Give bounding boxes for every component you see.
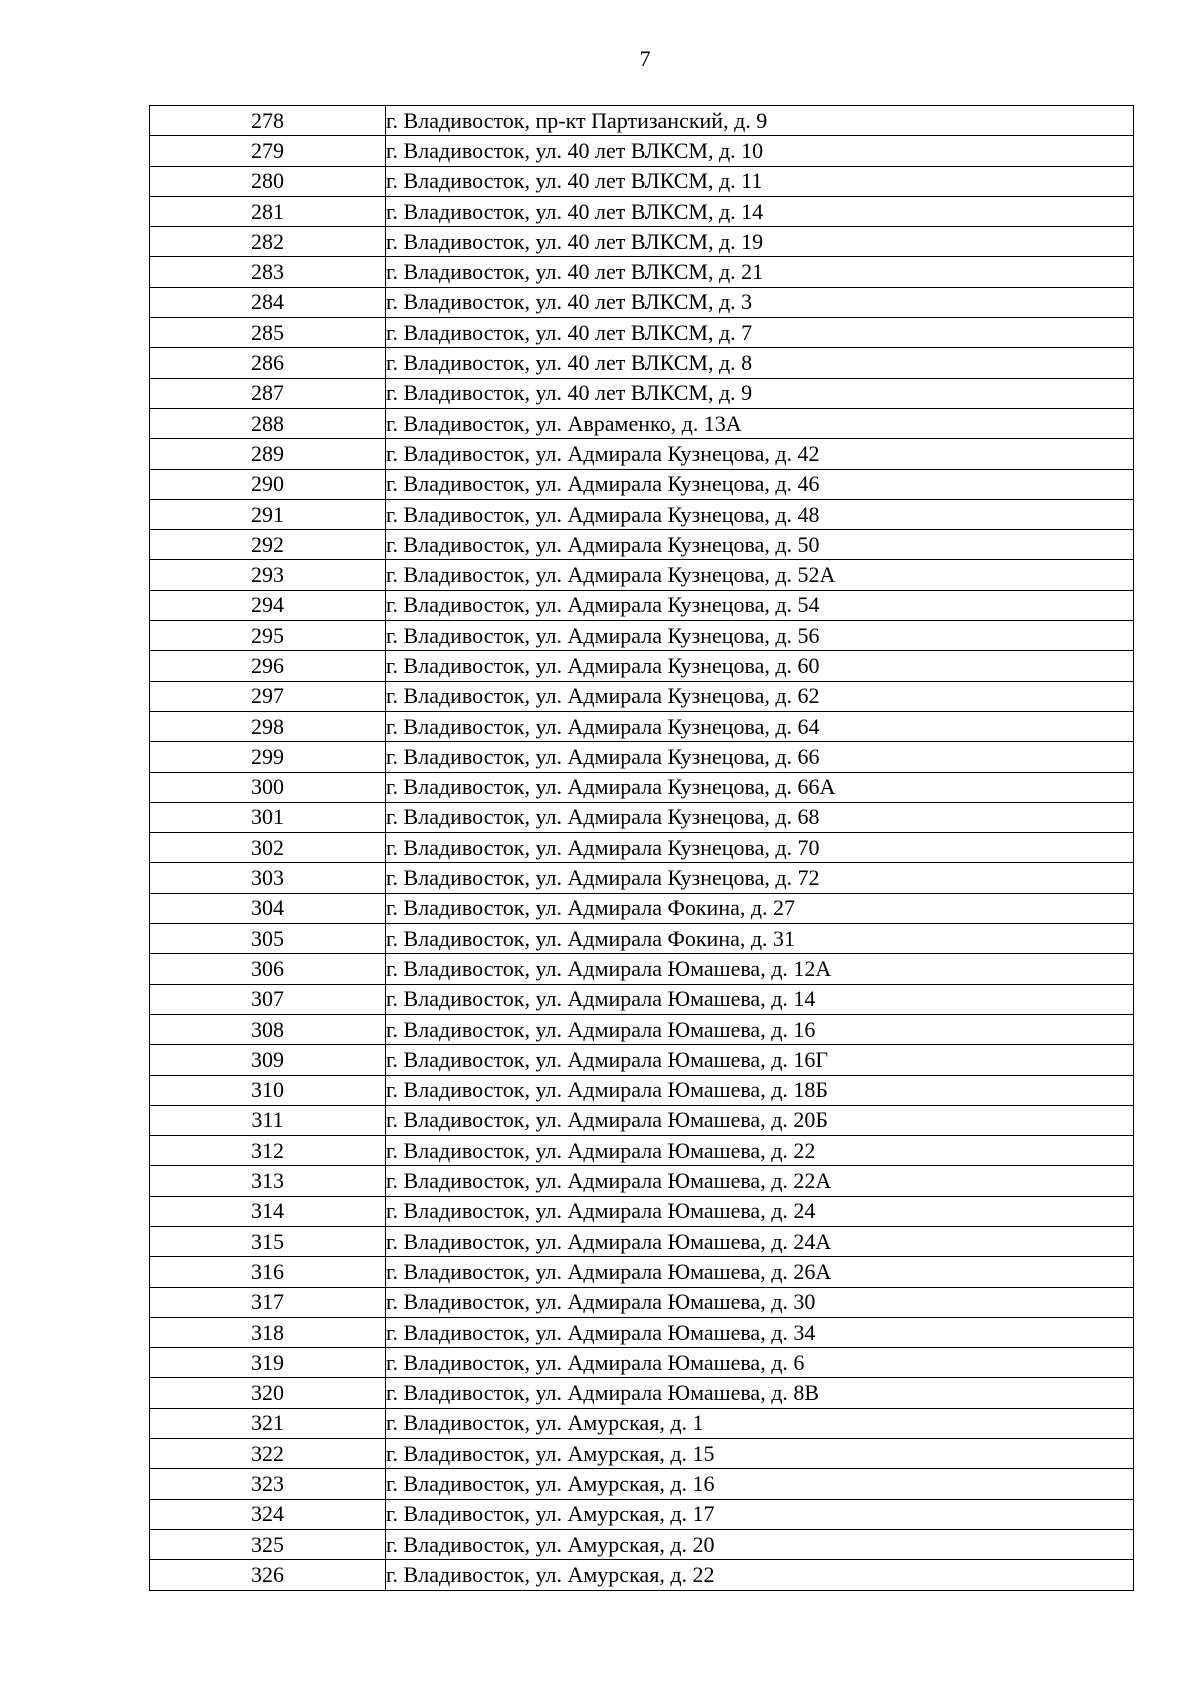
table-row [150,1136,1134,1166]
row-number-cell: 287 [150,378,386,408]
address-cell: г. Владивосток, ул. Амурская, д. 20 [386,1529,1134,1559]
address-cell: г. Владивосток, ул. 40 лет ВЛКСМ, д. 8 [386,348,1134,378]
table-row [150,196,1134,226]
address-cell: г. Владивосток, ул. Адмирала Кузнецова, д. 56 [386,621,1134,651]
table-row [150,1226,1134,1256]
table-row [150,378,1134,408]
table-row [150,1378,1134,1408]
row-number-cell: 300 [150,772,386,802]
row-number-cell: 282 [150,227,386,257]
table-body [150,106,1134,1591]
table-row [150,106,1134,136]
row-number-cell: 312 [150,1136,386,1166]
address-cell: г. Владивосток, ул. Адмирала Кузнецова, д. 64 [386,711,1134,741]
address-cell: г. Владивосток, ул. Авраменко, д. 13А [386,408,1134,438]
row-number-cell: 284 [150,287,386,317]
table-row [150,348,1134,378]
address-cell: г. Владивосток, ул. 40 лет ВЛКСМ, д. 10 [386,136,1134,166]
table-row [150,1469,1134,1499]
row-number-cell: 302 [150,833,386,863]
row-number-cell: 292 [150,530,386,560]
table-row [150,499,1134,529]
row-number-cell: 316 [150,1257,386,1287]
page-number: 7 [639,46,651,71]
table-row [150,318,1134,348]
row-number-cell: 294 [150,590,386,620]
row-number-cell: 315 [150,1226,386,1256]
row-number-cell: 326 [150,1560,386,1590]
row-number-cell: 304 [150,893,386,923]
row-number-cell: 289 [150,439,386,469]
address-cell: г. Владивосток, ул. Адмирала Кузнецова, д. 62 [386,681,1134,711]
row-number-cell: 325 [150,1529,386,1559]
address-cell: г. Владивосток, ул. Адмирала Юмашева, д. 22А [386,1166,1134,1196]
row-number-cell: 313 [150,1166,386,1196]
address-cell: г. Владивосток, ул. Адмирала Юмашева, д. 12А [386,954,1134,984]
table-row [150,439,1134,469]
table-row [150,1348,1134,1378]
table-row [150,1166,1134,1196]
address-cell: г. Владивосток, ул. Адмирала Кузнецова, д. 52А [386,560,1134,590]
row-number-cell: 293 [150,560,386,590]
row-number-cell: 307 [150,984,386,1014]
address-cell: г. Владивосток, ул. Адмирала Кузнецова, д. 66А [386,772,1134,802]
address-cell: г. Владивосток, ул. 40 лет ВЛКСМ, д. 11 [386,166,1134,196]
table-row [150,1499,1134,1529]
table-row [150,1045,1134,1075]
table-row [150,530,1134,560]
address-cell: г. Владивосток, ул. Адмирала Юмашева, д. 22 [386,1136,1134,1166]
address-cell: г. Владивосток, ул. Адмирала Кузнецова, д. 42 [386,439,1134,469]
address-cell: г. Владивосток, ул. 40 лет ВЛКСМ, д. 9 [386,378,1134,408]
table-row [150,802,1134,832]
table-row [150,1257,1134,1287]
table-row [150,833,1134,863]
row-number-cell: 306 [150,954,386,984]
row-number-cell: 298 [150,711,386,741]
address-cell: г. Владивосток, ул. Адмирала Кузнецова, д. 72 [386,863,1134,893]
address-cell: г. Владивосток, ул. Адмирала Юмашева, д. 30 [386,1287,1134,1317]
address-cell: г. Владивосток, ул. Адмирала Фокина, д. 31 [386,924,1134,954]
row-number-cell: 278 [150,106,386,136]
table-row [150,1014,1134,1044]
row-number-cell: 288 [150,408,386,438]
row-number-cell: 296 [150,651,386,681]
address-cell: г. Владивосток, ул. Амурская, д. 16 [386,1469,1134,1499]
address-cell: г. Владивосток, ул. Адмирала Юмашева, д. 16 [386,1014,1134,1044]
table-row [150,863,1134,893]
address-cell: г. Владивосток, ул. Адмирала Юмашева, д. 20Б [386,1105,1134,1135]
address-cell: г. Владивосток, пр-кт Партизанский, д. 9 [386,106,1134,136]
table-row [150,711,1134,741]
row-number-cell: 291 [150,499,386,529]
address-cell: г. Владивосток, ул. Адмирала Юмашева, д. 24А [386,1226,1134,1256]
table-row [150,893,1134,923]
row-number-cell: 319 [150,1348,386,1378]
address-cell: г. Владивосток, ул. 40 лет ВЛКСМ, д. 14 [386,196,1134,226]
address-cell: г. Владивосток, ул. Амурская, д. 15 [386,1439,1134,1469]
table-row [150,560,1134,590]
table-row [150,1105,1134,1135]
row-number-cell: 281 [150,196,386,226]
table-row [150,1439,1134,1469]
row-number-cell: 317 [150,1287,386,1317]
row-number-cell: 305 [150,924,386,954]
address-cell: г. Владивосток, ул. Адмирала Юмашева, д. 16Г [386,1045,1134,1075]
address-cell: г. Владивосток, ул. Амурская, д. 1 [386,1408,1134,1438]
row-number-cell: 279 [150,136,386,166]
table-row [150,621,1134,651]
row-number-cell: 290 [150,469,386,499]
table-row [150,772,1134,802]
address-cell: г. Владивосток, ул. Адмирала Юмашева, д. 18Б [386,1075,1134,1105]
row-number-cell: 303 [150,863,386,893]
address-cell: г. Владивосток, ул. 40 лет ВЛКСМ, д. 3 [386,287,1134,317]
address-cell: г. Владивосток, ул. Адмирала Юмашева, д. 26А [386,1257,1134,1287]
table-row [150,924,1134,954]
table-row [150,681,1134,711]
row-number-cell: 322 [150,1439,386,1469]
table-row [150,1529,1134,1559]
table-row [150,1075,1134,1105]
row-number-cell: 295 [150,621,386,651]
table-row [150,590,1134,620]
address-cell: г. Владивосток, ул. Адмирала Кузнецова, д. 70 [386,833,1134,863]
address-table [149,105,1134,1591]
address-cell: г. Владивосток, ул. Адмирала Кузнецова, д. 50 [386,530,1134,560]
table-row [150,166,1134,196]
table-row [150,651,1134,681]
row-number-cell: 286 [150,348,386,378]
address-cell: г. Владивосток, ул. 40 лет ВЛКСМ, д. 21 [386,257,1134,287]
row-number-cell: 297 [150,681,386,711]
row-number-cell: 310 [150,1075,386,1105]
address-cell: г. Владивосток, ул. Адмирала Юмашева, д. 34 [386,1317,1134,1347]
row-number-cell: 308 [150,1014,386,1044]
row-number-cell: 280 [150,166,386,196]
table-row [150,1317,1134,1347]
row-number-cell: 285 [150,318,386,348]
row-number-cell: 321 [150,1408,386,1438]
table-row [150,257,1134,287]
table-row [150,1408,1134,1438]
address-cell: г. Владивосток, ул. Адмирала Кузнецова, д. 68 [386,802,1134,832]
row-number-cell: 324 [150,1499,386,1529]
row-number-cell: 301 [150,802,386,832]
row-number-cell: 299 [150,742,386,772]
row-number-cell: 311 [150,1105,386,1135]
address-cell: г. Владивосток, ул. Адмирала Фокина, д. 27 [386,893,1134,923]
address-cell: г. Владивосток, ул. Адмирала Кузнецова, д. 66 [386,742,1134,772]
row-number-cell: 320 [150,1378,386,1408]
table-row [150,287,1134,317]
row-number-cell: 309 [150,1045,386,1075]
table-row [150,954,1134,984]
address-cell: г. Владивосток, ул. Адмирала Кузнецова, д. 60 [386,651,1134,681]
table-row [150,1560,1134,1590]
address-cell: г. Владивосток, ул. Адмирала Юмашева, д. 24 [386,1196,1134,1226]
address-cell: г. Владивосток, ул. Адмирала Кузнецова, д. 48 [386,499,1134,529]
table-row [150,1196,1134,1226]
row-number-cell: 323 [150,1469,386,1499]
table-row [150,408,1134,438]
row-number-cell: 318 [150,1317,386,1347]
table-row [150,469,1134,499]
address-cell: г. Владивосток, ул. Амурская, д. 22 [386,1560,1134,1590]
table-row [150,227,1134,257]
address-cell: г. Владивосток, ул. Адмирала Кузнецова, д. 46 [386,469,1134,499]
table-row [150,742,1134,772]
address-cell: г. Владивосток, ул. Адмирала Юмашева, д. 8В [386,1378,1134,1408]
address-cell: г. Владивосток, ул. 40 лет ВЛКСМ, д. 19 [386,227,1134,257]
table-row [150,1287,1134,1317]
address-cell: г. Владивосток, ул. 40 лет ВЛКСМ, д. 7 [386,318,1134,348]
table-row [150,984,1134,1014]
address-cell: г. Владивосток, ул. Адмирала Юмашева, д. 6 [386,1348,1134,1378]
address-cell: г. Владивосток, ул. Адмирала Кузнецова, д. 54 [386,590,1134,620]
address-cell: г. Владивосток, ул. Амурская, д. 17 [386,1499,1134,1529]
row-number-cell: 314 [150,1196,386,1226]
address-cell: г. Владивосток, ул. Адмирала Юмашева, д. 14 [386,984,1134,1014]
table-row [150,136,1134,166]
row-number-cell: 283 [150,257,386,287]
